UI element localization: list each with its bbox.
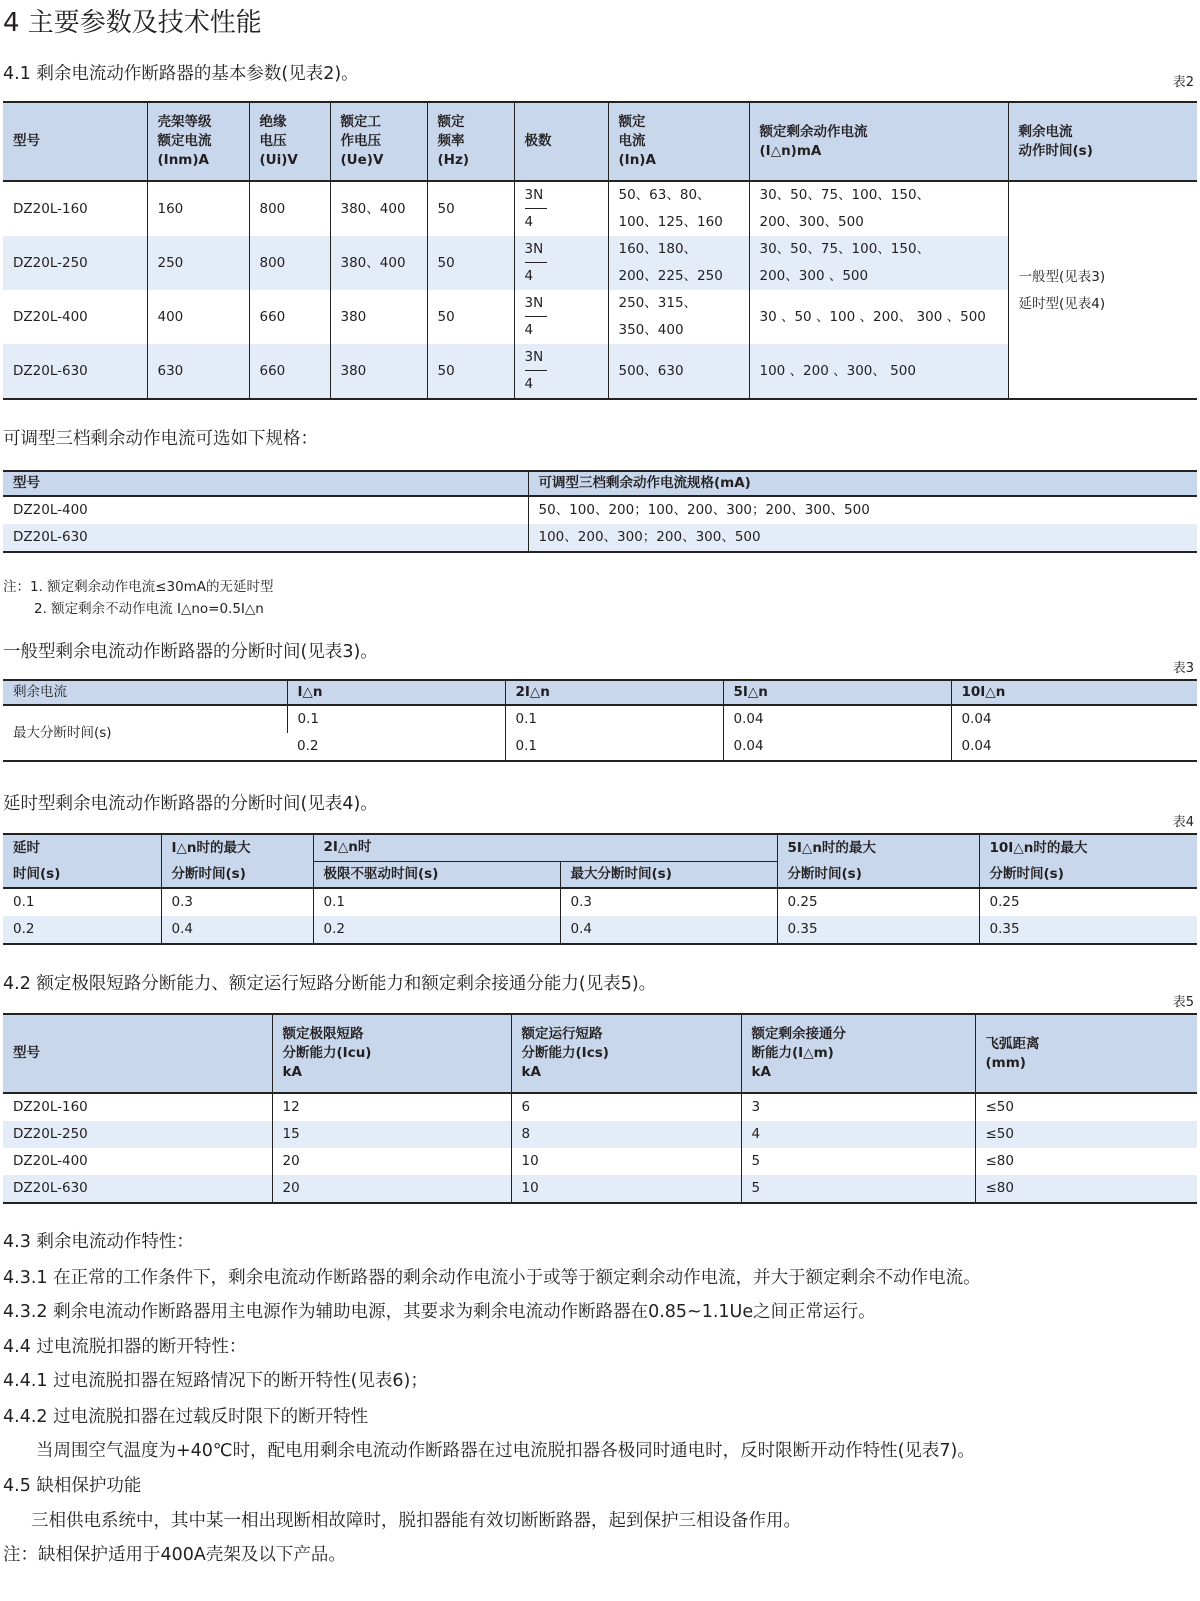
table-row bbox=[3, 916, 1197, 944]
cell-value: 0.1 bbox=[287, 705, 505, 733]
cell-model: DZ20L-400 bbox=[3, 1148, 272, 1175]
in-line-2: 350、400 bbox=[618, 322, 684, 338]
cell-poles bbox=[514, 344, 608, 399]
col-delay-time: 时间(s) bbox=[3, 861, 161, 888]
para-4-4-2: 4.4.2 过电流脱扣器在过载反时限下的断开特性 bbox=[3, 1407, 369, 1427]
col-poles-label: 极数 bbox=[524, 133, 552, 149]
col-model-label: 型号 bbox=[13, 133, 40, 149]
cell-value: 0.1 bbox=[3, 888, 161, 916]
cell-poles bbox=[514, 290, 608, 344]
cell-inm: 630 bbox=[147, 344, 249, 399]
col-2x-no-drive: 极限不驱动时间(s) bbox=[313, 861, 560, 888]
cell-poles bbox=[514, 236, 608, 290]
pole-3n: 3N bbox=[515, 182, 608, 209]
ir-line-2: 200、300 、500 bbox=[759, 268, 869, 284]
cell-value: 0.2 bbox=[3, 916, 161, 944]
para-4-3: 4.3 剩余电流动作特性： bbox=[3, 1232, 194, 1252]
in-line-1: 50、63、80、 bbox=[618, 187, 711, 203]
table-row bbox=[3, 1093, 1197, 1121]
adjustable-caption: 可调型三档剩余动作电流可选如下规格： bbox=[3, 429, 318, 449]
cell-value: 0.4 bbox=[560, 916, 777, 944]
col-model: 型号 bbox=[3, 471, 528, 496]
cell-model: DZ20L-160 bbox=[3, 181, 147, 236]
cell-hz: 50 bbox=[427, 181, 514, 236]
col-5x-max: 5I△n时的最大 bbox=[777, 834, 979, 861]
para-4-4: 4.4 过电流脱扣器的断开特性： bbox=[3, 1337, 247, 1357]
para-4-4-2-body: 当周围空气温度为+40℃时，配电用剩余电流动作断路器在过电流脱扣器各极同时通电时，反时限断开动作特性(见表7)。 bbox=[36, 1441, 975, 1461]
table-3-label: 表3 bbox=[1172, 661, 1194, 676]
cell-model: DZ20L-630 bbox=[3, 344, 147, 399]
col-frame-current bbox=[147, 102, 249, 181]
col-adjustable-spec: 可调型三档剩余动作电流规格(mA) bbox=[528, 471, 1197, 496]
cell-spec: 100、200、300；200、300、500 bbox=[528, 524, 1197, 552]
note-2: 2. 额定剩余不动作电流 I△no=0.5I△n bbox=[34, 601, 264, 617]
col-frequency-label: 额定 频率 (Hz) bbox=[437, 114, 469, 168]
col-model: 型号 bbox=[3, 1014, 272, 1093]
cell-inm: 400 bbox=[147, 290, 249, 344]
col-model bbox=[3, 102, 147, 181]
col-rated-current-label: 额定 电流 (In)A bbox=[618, 114, 656, 168]
cell-ue: 380 bbox=[330, 290, 427, 344]
table-adjustable-specs bbox=[3, 470, 1197, 553]
col-residual-current-label: 额定剩余动作电流 (I△n)mA bbox=[759, 123, 868, 159]
note-1: 注：1. 额定剩余动作电流≤30mA的无延时型 bbox=[3, 579, 274, 595]
table-row bbox=[3, 1175, 1197, 1203]
table-row bbox=[3, 1148, 1197, 1175]
cell-max-breaking-time: 最大分断时间(s) bbox=[3, 705, 287, 761]
section-4-1-heading: 4.1 剩余电流动作断路器的基本参数(见表2)。 bbox=[3, 64, 359, 84]
cell-value: 0.1 bbox=[313, 888, 560, 916]
cell-value: 0.35 bbox=[777, 916, 979, 944]
col-10x: 10I△n bbox=[951, 680, 1197, 705]
table-5-breaking-capacity bbox=[3, 1013, 1197, 1204]
table-4-label: 表4 bbox=[1172, 815, 1194, 830]
para-note: 注：缺相保护适用于400A壳架及以下产品。 bbox=[3, 1545, 346, 1565]
col-residual-current: 剩余电流 bbox=[3, 680, 287, 705]
time-delay: 延时型(见表4) bbox=[1018, 296, 1106, 312]
cell-ue: 380 bbox=[330, 344, 427, 399]
cell-ir bbox=[749, 236, 1008, 290]
in-line-1: 160、180、 bbox=[618, 241, 698, 257]
cell-in bbox=[608, 181, 749, 236]
para-4-5-body: 三相供电系统中，其中某一相出现断相故障时，脱扣器能有效切断断路器，起到保护三相设备作用。 bbox=[31, 1511, 801, 1531]
col-5x-time: 分断时间(s) bbox=[777, 861, 979, 888]
cell-value: 5 bbox=[741, 1148, 975, 1175]
cell-value: 15 bbox=[272, 1121, 511, 1148]
cell-model: DZ20L-630 bbox=[3, 524, 528, 552]
pole-4: 4 bbox=[524, 322, 534, 338]
cell-value: 6 bbox=[511, 1093, 741, 1121]
cell-value: ≤80 bbox=[975, 1148, 1197, 1175]
table-row bbox=[3, 1121, 1197, 1148]
table-5-label: 表5 bbox=[1172, 995, 1194, 1010]
cell-value: 20 bbox=[272, 1148, 511, 1175]
cell-value: 0.3 bbox=[161, 888, 313, 916]
cell-value: 10 bbox=[511, 1148, 741, 1175]
pole-4: 4 bbox=[524, 214, 534, 230]
in-line-2: 200、225、250 bbox=[618, 268, 723, 284]
cell-value: 8 bbox=[511, 1121, 741, 1148]
cell-model: DZ20L-400 bbox=[3, 290, 147, 344]
col-residual-current bbox=[749, 102, 1008, 181]
cell-value: 10 bbox=[511, 1175, 741, 1203]
time-general: 一般型(见表3) bbox=[1018, 269, 1106, 285]
cell-value: 0.1 bbox=[505, 733, 723, 761]
para-4-4-1: 4.4.1 过电流脱扣器在短路情况下的断开特性(见表6)； bbox=[3, 1371, 428, 1391]
table-row bbox=[3, 705, 1197, 733]
table-4-heading: 延时型剩余电流动作断路器的分断时间(见表4)。 bbox=[3, 794, 378, 814]
col-1x: I△n bbox=[287, 680, 505, 705]
col-1x-time: 分断时间(s) bbox=[161, 861, 313, 888]
cell-value: 0.25 bbox=[777, 888, 979, 916]
col-icu: 额定极限短路 分断能力(Icu) kA bbox=[272, 1014, 511, 1093]
cell-value: ≤50 bbox=[975, 1121, 1197, 1148]
col-poles bbox=[514, 102, 608, 181]
ir-line-2: 200、300、500 bbox=[759, 214, 864, 230]
in-line-2: 100、125、160 bbox=[618, 214, 723, 230]
cell-ui: 800 bbox=[249, 236, 330, 290]
cell-value: 0.2 bbox=[287, 733, 505, 761]
cell-value: 5 bbox=[741, 1175, 975, 1203]
table-row bbox=[3, 524, 1197, 552]
cell-value: 20 bbox=[272, 1175, 511, 1203]
para-4-3-2: 4.3.2 剩余电流动作断路器用主电源作为辅助电源，其要求为剩余电流动作断路器在0.85~1.1Ue之间正常运行。 bbox=[3, 1302, 876, 1322]
cell-in bbox=[608, 290, 749, 344]
col-frequency bbox=[427, 102, 514, 181]
col-10x-time: 分断时间(s) bbox=[979, 861, 1197, 888]
para-4-3-1: 4.3.1 在正常的工作条件下，剩余电流动作断路器的剩余动作电流小于或等于额定剩余动作电流，并大于额定剩余不动作电流。 bbox=[3, 1268, 981, 1288]
cell-in bbox=[608, 236, 749, 290]
col-2x-max: 最大分断时间(s) bbox=[560, 861, 777, 888]
cell-inm: 250 bbox=[147, 236, 249, 290]
cell-ui: 660 bbox=[249, 344, 330, 399]
in-line-1: 250、315、 bbox=[618, 295, 698, 311]
cell-poles bbox=[514, 181, 608, 236]
col-delay: 延时 bbox=[3, 834, 161, 861]
table-3-heading: 一般型剩余电流动作断路器的分断时间(见表3)。 bbox=[3, 642, 378, 662]
cell-value: 0.25 bbox=[979, 888, 1197, 916]
cell-ue: 380、400 bbox=[330, 181, 427, 236]
section-4-2-heading: 4.2 额定极限短路分断能力、额定运行短路分断能力和额定剩余接通分能力(见表5)。 bbox=[3, 974, 657, 994]
pole-3n: 3N bbox=[515, 290, 608, 317]
table-row bbox=[3, 888, 1197, 916]
cell-value: 4 bbox=[741, 1121, 975, 1148]
cell-inm: 160 bbox=[147, 181, 249, 236]
cell-ue: 380、400 bbox=[330, 236, 427, 290]
cell-model: DZ20L-630 bbox=[3, 1175, 272, 1203]
cell-ui: 660 bbox=[249, 290, 330, 344]
col-2x: 2I△n时 bbox=[313, 834, 777, 861]
table-row bbox=[3, 181, 1197, 236]
col-working-voltage bbox=[330, 102, 427, 181]
cell-model: DZ20L-250 bbox=[3, 236, 147, 290]
col-1x-max: I△n时的最大 bbox=[161, 834, 313, 861]
cell-value: 0.04 bbox=[951, 705, 1197, 733]
cell-value: 0.04 bbox=[723, 705, 951, 733]
col-insulation-voltage-label: 绝缘 电压 (Ui)V bbox=[259, 114, 298, 168]
cell-value: 0.3 bbox=[560, 888, 777, 916]
cell-in: 500、630 bbox=[608, 344, 749, 399]
cell-value: 0.2 bbox=[313, 916, 560, 944]
cell-value: 3 bbox=[741, 1093, 975, 1121]
col-im: 额定剩余接通分 断能力(I△m) kA bbox=[741, 1014, 975, 1093]
cell-value: 0.04 bbox=[723, 733, 951, 761]
pole-4: 4 bbox=[524, 268, 534, 284]
col-10x-max: 10I△n时的最大 bbox=[979, 834, 1197, 861]
cell-value: ≤50 bbox=[975, 1093, 1197, 1121]
ir-line-1: 30、50、75、100、150、 bbox=[759, 241, 931, 257]
cell-hz: 50 bbox=[427, 344, 514, 399]
pole-3n: 3N bbox=[515, 344, 608, 371]
cell-value: 0.4 bbox=[161, 916, 313, 944]
table-2-label: 表2 bbox=[1172, 75, 1194, 90]
pole-3n: 3N bbox=[515, 236, 608, 263]
cell-action-time bbox=[1008, 181, 1197, 399]
col-rated-current bbox=[608, 102, 749, 181]
para-4-5: 4.5 缺相保护功能 bbox=[3, 1476, 142, 1496]
cell-value: 12 bbox=[272, 1093, 511, 1121]
cell-ui: 800 bbox=[249, 181, 330, 236]
cell-value: 0.1 bbox=[505, 705, 723, 733]
cell-model: DZ20L-250 bbox=[3, 1121, 272, 1148]
cell-ir: 30 、50 、100 、200、 300 、500 bbox=[749, 290, 1008, 344]
cell-value: ≤80 bbox=[975, 1175, 1197, 1203]
col-insulation-voltage bbox=[249, 102, 330, 181]
col-frame-current-label: 壳架等级 额定电流 (Inm)A bbox=[157, 114, 212, 168]
col-working-voltage-label: 额定工 作电压 (Ue)V bbox=[340, 114, 384, 168]
table-2-basic-parameters bbox=[3, 101, 1197, 400]
cell-value: 0.35 bbox=[979, 916, 1197, 944]
col-2x: 2I△n bbox=[505, 680, 723, 705]
table-row bbox=[3, 496, 1197, 524]
col-residual-time bbox=[1008, 102, 1197, 181]
col-residual-time-label: 剩余电流 动作时间(s) bbox=[1018, 123, 1093, 159]
table-4-delay-breaking-time bbox=[3, 833, 1197, 945]
col-ics: 额定运行短路 分断能力(Ics) kA bbox=[511, 1014, 741, 1093]
cell-spec: 50、100、200；100、200、300；200、300、500 bbox=[528, 496, 1197, 524]
page-title: 4 主要参数及技术性能 bbox=[3, 8, 262, 38]
cell-value: 0.04 bbox=[951, 733, 1197, 761]
cell-ir: 100 、200 、300、 500 bbox=[749, 344, 1008, 399]
table-3-breaking-time bbox=[3, 679, 1197, 762]
cell-model: DZ20L-400 bbox=[3, 496, 528, 524]
ir-line-1: 30、50、75、100、150、 bbox=[759, 187, 931, 203]
cell-ir bbox=[749, 181, 1008, 236]
cell-hz: 50 bbox=[427, 236, 514, 290]
col-5x: 5I△n bbox=[723, 680, 951, 705]
col-arc-distance: 飞弧距离 (mm) bbox=[975, 1014, 1197, 1093]
cell-hz: 50 bbox=[427, 290, 514, 344]
pole-4: 4 bbox=[524, 376, 534, 392]
cell-model: DZ20L-160 bbox=[3, 1093, 272, 1121]
